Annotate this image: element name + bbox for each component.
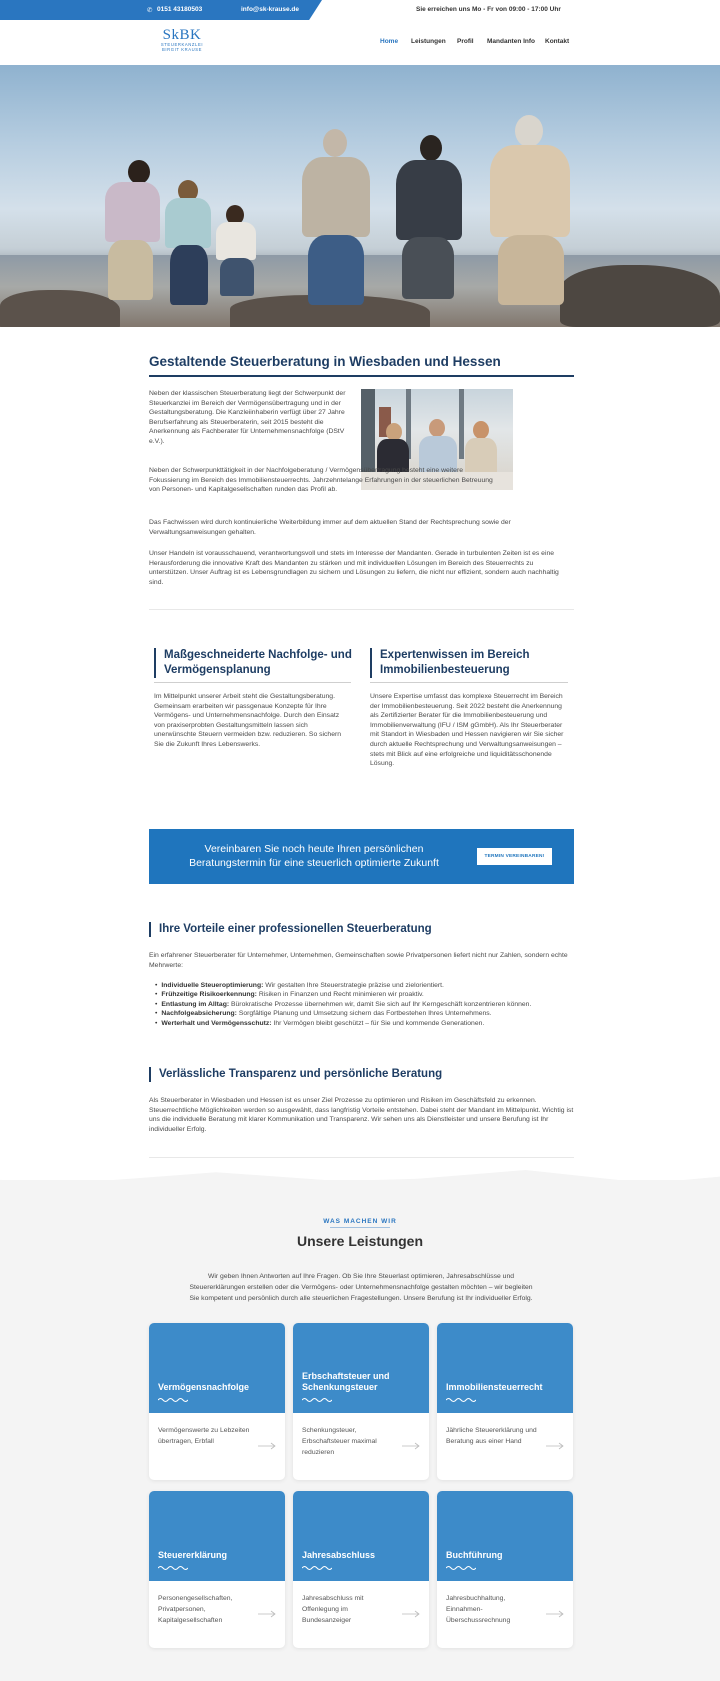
intro-paragraph-2: Neben der Schwerpunkttätigkeit in der Nachfolgeberatung / Vermögensübertragung besteht eine weitere Fokussierung im Bereich des Immobiliensteuerrechts. Jahrzehntelange Erfahrungen in der steuerlichen Betreuung von Personen- und Kapitalgesellschaften runden das Profil ab. [149,467,493,494]
card-text: Jahresbuchhaltung, Einnahmen-Überschussrechnung [446,1595,511,1624]
card-title: Jahresabschluss [302,1550,376,1560]
intro-paragraph-4: Unser Handeln ist vorausschauend, verantwortungsvoll und stets im Interesse der Mandanten. Gerade in turbulenten Zeiten ist es eine Herausforderung die innovative Kraft des Mandanten zu stärken und mit individuellen Lösungen im Bereich des Steuerrechts zu unterstützen. Unser Auftrag ist es Lebensgrundlagen zu sichern und Lösungen zu liefern, die nicht nur effizient, sondern auch nachhaltig sind. [149,550,559,586]
card-text: Jahresabschluss mit Offenlegung im Bundesanzeiger [302,1595,364,1624]
advantages-list [155,981,531,1028]
topbar-phone[interactable]: 0151 43180503 [157,6,203,13]
site-header [0,20,720,65]
arrow-right-icon[interactable] [258,1442,276,1450]
service-card-steuererklaerung[interactable] [149,1491,285,1648]
list-item: • Individuelle Steueroptimierung: Wir gestalten Ihre Steuerstrategie präzise und zielorientiert. [155,981,531,990]
arrow-right-icon[interactable] [546,1442,564,1450]
card-title: Immobiliensteuerrecht [446,1382,543,1392]
card-text: Personengesellschaften, Privatpersonen, Kapitalgesellschaften [158,1595,233,1624]
cta-banner [149,829,574,884]
wave-icon [446,1397,476,1403]
card-text: Jährliche Steuererklärung und Beratung aus einer Hand [446,1427,537,1445]
intro-title: Gestaltende Steuerberatung in Wiesbaden und Hessen [149,354,501,369]
nav-home[interactable]: Home [380,38,399,45]
wave-icon [158,1397,188,1403]
top-bar [0,0,720,20]
service-card-erbschaftsteuer[interactable] [293,1323,429,1480]
logo-line-1: STEUERKANZLEI [160,42,204,47]
col-left-title: Maßgeschneiderte Nachfolge- und Vermögensplanung [154,648,354,678]
logo[interactable] [160,28,204,52]
service-card-vermoegensnachfolge[interactable] [149,1323,285,1480]
services-eyebrow-underline [330,1227,390,1228]
phone-icon: ✆ [147,7,153,14]
col-right-title: Expertenwissen im Bereich Immobilienbesteuerung [370,648,570,678]
intro-paragraph-3: Das Fachwissen wird durch kontinuierliche Weiterbildung immer auf dem aktuellen Stand der Rechtsprechung sowie der Verwaltungsanweisungen gehalten. [149,519,511,536]
logo-mark: SkBK [162,27,202,43]
col-left-underline [154,682,351,683]
card-text: Vermögenswerte zu Lebzeiten übertragen, Erbfall [158,1427,250,1445]
section-divider [149,1157,574,1158]
card-title: Erbschaftsteuer und Schenkungsteuer [302,1371,390,1392]
section-divider [149,609,574,610]
card-title: Buchführung [446,1550,503,1560]
wave-icon [158,1565,188,1571]
nav-kontakt[interactable]: Kontakt [545,38,570,45]
list-item: • Frühzeitige Risikoerkennung: Risiken in Finanzen und Recht minimieren wir proaktiv. [155,990,531,999]
arrow-right-icon[interactable] [258,1610,276,1618]
transparency-title: Verlässliche Transparenz und persönliche Beratung [149,1067,569,1082]
card-title: Steuererklärung [158,1550,228,1560]
arrow-right-icon[interactable] [546,1610,564,1618]
service-card-immobiliensteuerrecht[interactable] [437,1323,573,1480]
services-title: Unsere Leistungen [296,1233,424,1249]
services-eyebrow: WAS MACHEN WIR [323,1218,397,1225]
list-item: • Entlastung im Alltag: Bürokratische Prozesse übernehmen wir, damit Sie sich auf Ihr Kerngeschäft konzentrieren können. [155,1000,531,1009]
wave-icon [446,1565,476,1571]
intro-title-underline [149,375,574,377]
wave-icon [302,1397,332,1403]
book-appointment-button[interactable]: TERMIN VEREINBAREN! [477,848,552,865]
logo-line-2: BIRGIT KRAUSE [161,47,203,52]
col-right-underline [370,682,568,683]
intro-paragraph-1: Neben der klassischen Steuerberatung liegt der Schwerpunkt der Steuerkanzlei im Bereich der Vermögensübertragung und in der Gestaltungsberatung. Die Kanzleiinhaberin verfügt über 27 Jahre Berufserfahrung als Steuerberaterin, seit 2015 besteht die Anerkennung als Fachberater für Unternehmensnachfolge (DStV e.V.). [149,390,346,445]
col-right-text: Unsere Expertise umfasst das komplexe Steuerrecht im Bereich der Immobilienbesteuerung. Seit 2022 besteht die Anerkennung als Zertifizierter Berater für die Immobilienbesteuerung und Immobilienverwaltung (IFU / ISM gGmbH). Als Ihr Steuerberater mit Standort in Wiesbaden und Hessen navigieren wir Sie sicher durch aktuelle Rechtsprechung und Verwaltungsanweisungen – stets mit Blick auf eine erfolgreiche und liquiditätsschonende Lösung. [370,693,564,768]
card-title: Vermögensnachfolge [158,1382,250,1392]
wave-icon [302,1565,332,1571]
advantages-intro: Ein erfahrener Steuerberater für Unternehmer, Unternehmen, Gemeinschaften sowie Privatpersonen liefert nicht nur Zahlen, sondern echte Mehrwerte: [149,952,568,969]
service-card-jahresabschluss[interactable] [293,1491,429,1648]
list-item: • Nachfolgeabsicherung: Sorgfältige Planung und Umsetzung sichern das Fortbestehen Ihres Unternehmens. [155,1009,531,1018]
cta-text: Vereinbaren Sie noch heute Ihren persönlichen Beratungstermin für eine steuerlich optimierte Zukunft [189,843,439,869]
card-text: Schenkungsteuer, Erbschaftsteuer maximal reduzieren [302,1427,377,1456]
services-intro: Wir geben Ihnen Antworten auf Ihre Fragen. Ob Sie Ihre Steuerlast optimieren, Jahresabschlüsse und Steuererklärungen erstellen oder die Vermögens- oder Unternehmensnachfolge gestalten möchten – wir begleiten Sie kompetent und persönlich durch alle steuerlichen Fragestellungen. Unsere Berufung ist Ihr individueller Erfolg. [189,1273,533,1302]
hero-image [0,65,720,327]
service-card-buchfuehrung[interactable] [437,1491,573,1648]
list-item: • Werterhalt und Vermögensschutz: Ihr Vermögen bleibt geschützt – für Sie und kommende Generationen. [155,1019,531,1028]
arrow-right-icon[interactable] [402,1610,420,1618]
topbar-hours: Sie erreichen uns Mo - Fr von 09:00 - 17:00 Uhr [416,6,561,13]
topbar-email[interactable]: info@sk-krause.de [241,6,299,13]
nav-mandanten-info[interactable]: Mandanten Info [487,38,536,45]
arrow-right-icon[interactable] [402,1442,420,1450]
nav-profil[interactable]: Profil [457,38,474,45]
nav-leistungen[interactable]: Leistungen [411,38,446,45]
advantages-title: Ihre Vorteile einer professionellen Steuerberatung [149,922,569,937]
transparency-text: Als Steuerberater in Wiesbaden und Hessen ist es unser Ziel Prozesse zu optimieren und Risiken im Geschäftsfeld zu erkennen. Steuerrechtliche Möglichkeiten werden so ausgewählt, dass langfristig Vorteile entstehen. Dabei steht der Mandant im Mittelpunkt. Wichtig ist uns die individuelle Beratung mit klarer Kommunikation und Transparenz. Wir sehen uns als Dienstleister und unsere Berufung ist Ihr individueller Erfolg. [149,1097,574,1133]
col-left-text: Im Mittelpunkt unserer Arbeit steht die Gestaltungsberatung. Gemeinsam erarbeiten wir passgenaue Konzepte für Ihre Vermögens- und Unternehmensnachfolge. Durch den Einsatz von praxiserprobten Gestaltungsmitteln lassen sich unerwünschte Steuern vermeiden bzw. reduzieren. So sichern Sie die Zukunft Ihres Lebenswerks. [154,693,342,748]
